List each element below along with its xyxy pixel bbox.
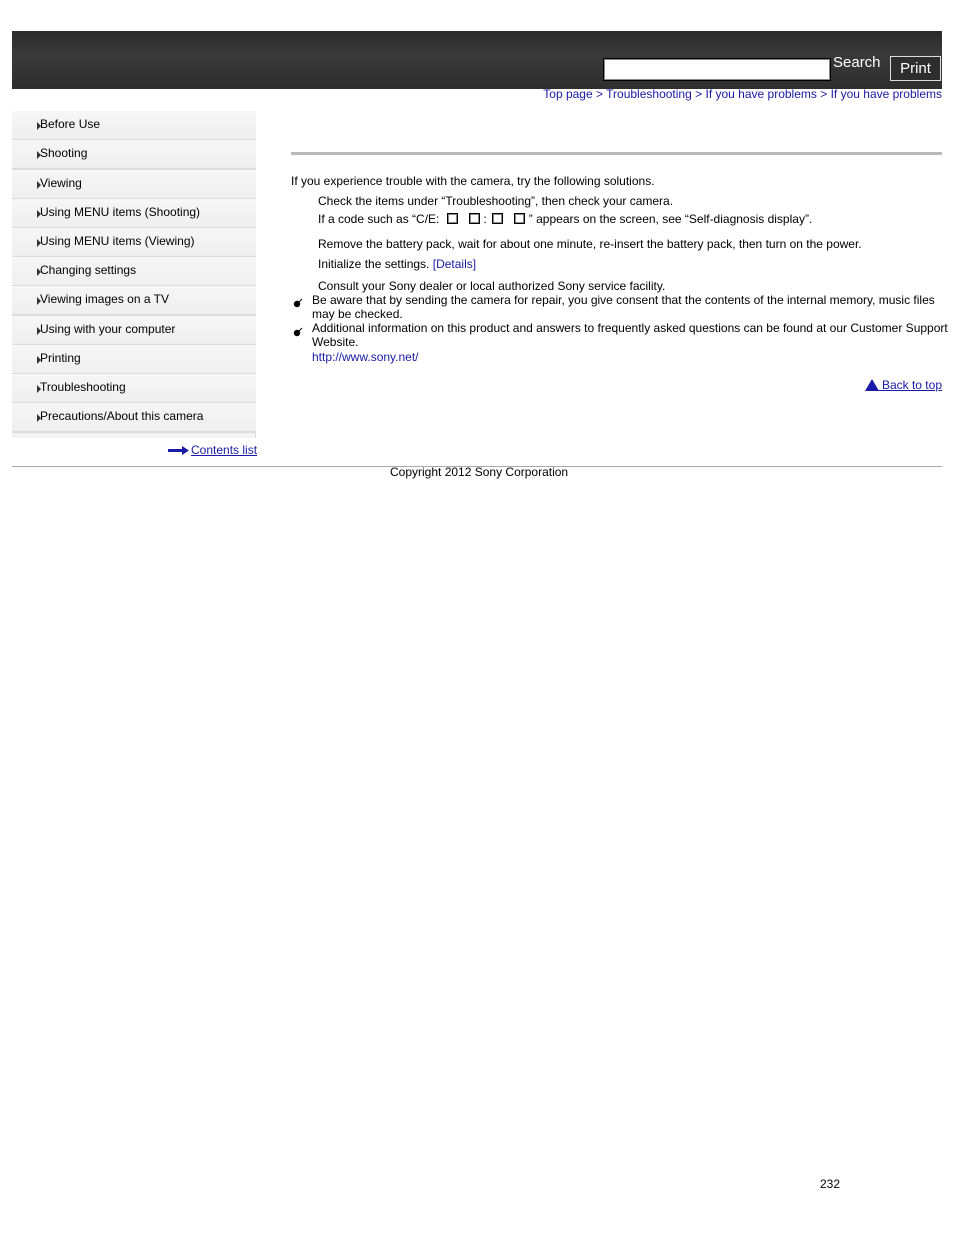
intro-text: If you experience trouble with the camera, try the following solutions. xyxy=(291,174,655,188)
sidebar-item-label: Precautions/About this camera xyxy=(40,409,204,423)
page-number: 232 xyxy=(820,1177,841,1191)
sidebar-item-changing-settings[interactable] xyxy=(12,257,256,287)
initialize-label: Initialize the settings. xyxy=(318,257,430,271)
triangle-up-icon xyxy=(865,379,879,391)
arrow-right-icon xyxy=(168,446,189,455)
note-support-line1: Additional information on this product and answers to frequently asked questions can be found at our Customer Support xyxy=(312,321,948,335)
code-note-prefix: If a code such as “C/E: xyxy=(318,212,440,226)
bullet-icon xyxy=(292,325,306,339)
sidebar-item-printing[interactable] xyxy=(12,345,256,375)
sidebar-item-viewing[interactable] xyxy=(12,170,256,200)
code-digit-box xyxy=(447,213,458,224)
sidebar-item-label: Using MENU items (Shooting) xyxy=(40,205,201,219)
breadcrumb-current[interactable]: If you have problems xyxy=(830,87,942,101)
breadcrumb-if-you-have-problems[interactable]: If you have problems xyxy=(705,87,817,101)
contents-list-link[interactable] xyxy=(168,443,257,457)
sidebar-item-menu-viewing[interactable] xyxy=(12,228,256,258)
sidebar-item-label: Changing settings xyxy=(40,263,137,277)
sidebar-item-label: Shooting xyxy=(40,146,88,160)
sidebar-item-label: Before Use xyxy=(40,117,101,131)
breadcrumb-separator: > xyxy=(820,87,828,101)
sidebar-item-label: Troubleshooting xyxy=(40,380,126,394)
sidebar-item-shooting[interactable] xyxy=(12,140,256,170)
sidebar-item-label: Using MENU items (Viewing) xyxy=(40,234,195,248)
breadcrumb-separator: > xyxy=(596,87,604,101)
note-repair-line2: may be checked. xyxy=(312,307,403,321)
bullet-icon xyxy=(292,296,306,310)
code-note-suffix: ” appears on the screen, see “Self-diagnosis display”. xyxy=(528,212,813,226)
sidebar-item-before-use[interactable] xyxy=(12,111,256,141)
step-initialize xyxy=(318,257,476,271)
breadcrumb-separator: > xyxy=(695,87,703,101)
sidebar-item-using-with-computer[interactable] xyxy=(12,316,256,346)
breadcrumb-top-page[interactable]: Top page xyxy=(543,87,593,101)
sony-website-link[interactable]: http://www.sony.net/ xyxy=(312,350,419,364)
sidebar-item-label: Viewing images on a TV xyxy=(40,292,169,306)
sidebar-item-label: Using with your computer xyxy=(40,322,176,336)
sidebar-item-label: Printing xyxy=(40,351,81,365)
sidebar-item-viewing-on-tv[interactable] xyxy=(12,286,256,316)
print-button[interactable]: Print xyxy=(890,56,941,81)
step-check-items: Check the items under “Troubleshooting”, then check your camera. xyxy=(318,194,674,208)
step-code-note xyxy=(318,212,812,226)
sidebar xyxy=(12,111,256,438)
note-support-line2: Website. xyxy=(312,335,359,349)
search-input[interactable] xyxy=(604,59,830,80)
copyright-text: Copyright 2012 Sony Corporation xyxy=(390,465,569,479)
step-remove-battery: Remove the battery pack, wait for about one minute, re-insert the battery pack, then turn on the power. xyxy=(318,237,862,251)
code-digit-box xyxy=(492,213,503,224)
sidebar-item-precautions[interactable] xyxy=(12,403,256,433)
code-note-colon: : xyxy=(483,212,487,226)
step-consult-dealer: Consult your Sony dealer or local authorized Sony service facility. xyxy=(318,279,666,293)
breadcrumb-troubleshooting[interactable]: Troubleshooting xyxy=(606,87,692,101)
sidebar-item-menu-shooting[interactable] xyxy=(12,199,256,229)
code-digit-box xyxy=(514,213,525,224)
back-to-top-link[interactable] xyxy=(865,378,942,392)
back-to-top-label: Back to top xyxy=(881,378,942,392)
note-repair-line1: Be aware that by sending the camera for repair, you give consent that the contents of the internal memory, music files xyxy=(312,293,935,307)
title-divider xyxy=(291,152,942,155)
sidebar-item-troubleshooting[interactable] xyxy=(12,374,256,404)
code-digit-box xyxy=(469,213,480,224)
sidebar-item-label: Viewing xyxy=(40,176,82,190)
details-link[interactable]: [Details] xyxy=(432,257,477,271)
search-button[interactable]: Search xyxy=(833,54,881,71)
contents-list-label: Contents list xyxy=(191,443,258,457)
breadcrumb xyxy=(543,87,942,101)
